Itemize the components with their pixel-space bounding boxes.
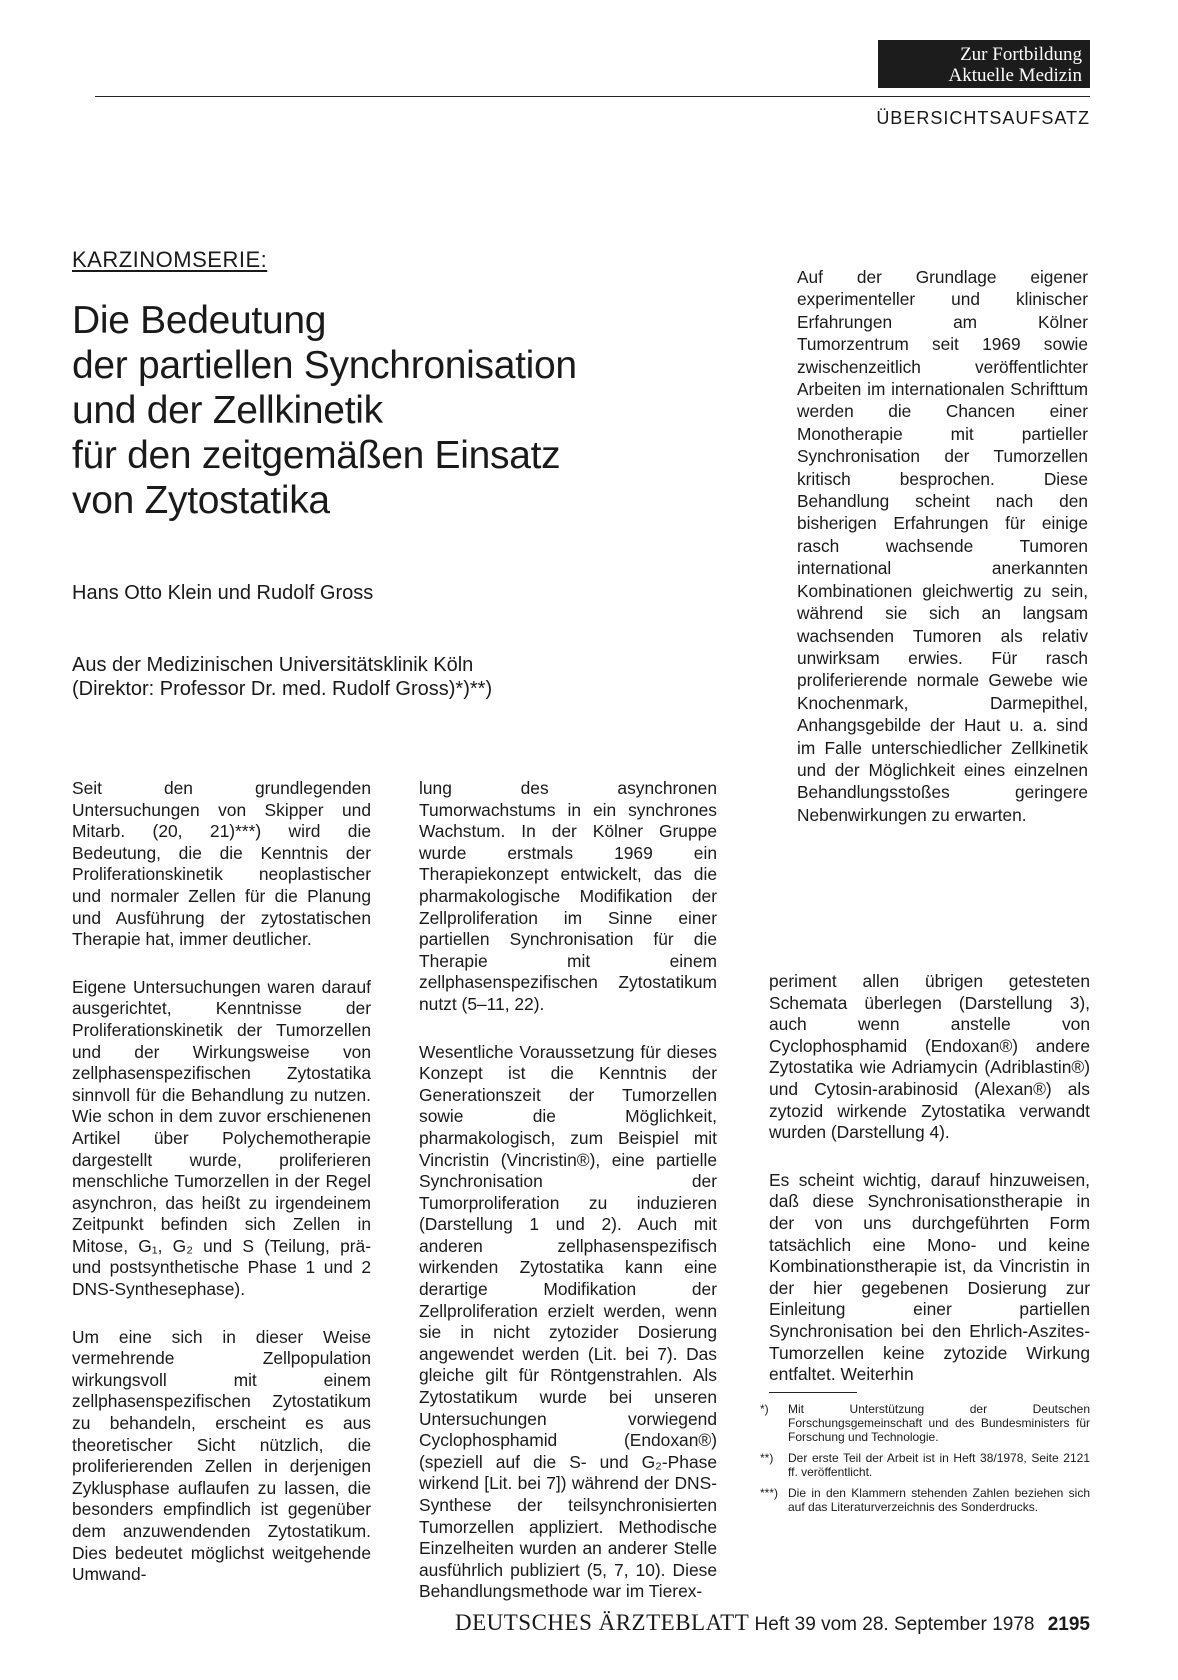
- affiliation-line: Aus der Medizinischen Universitätsklinik Köln: [72, 654, 474, 676]
- issue-info: Heft 39 vom 28. September 1978: [754, 1614, 1035, 1635]
- footnote-text: Die in den Klammern stehenden Zahlen beziehen sich auf das Literaturverzeichnis des Sonderdrucks.: [788, 1486, 1090, 1514]
- body-column-1: [72, 778, 371, 1612]
- footnote: [760, 1486, 1090, 1514]
- footnote-marker: ***): [760, 1486, 779, 1500]
- body-paragraph: Seit den grundlegenden Untersuchungen von Skipper und Mitarb. (20, 21)***) wird die Bedeutung, die die Kenntnis der Proliferationskinetik neoplastischer und normaler Zellen für die Planung und Ausführung der zytostatischen Therapie hat, immer deutlicher.: [72, 778, 371, 950]
- body-column-3: [769, 971, 1090, 1412]
- footnote: [760, 1451, 1090, 1479]
- footnote: [760, 1402, 1090, 1444]
- title-line: von Zytostatika: [72, 479, 330, 522]
- affiliation: [72, 653, 492, 701]
- title-line: der partiellen Synchronisation: [72, 344, 577, 387]
- body-paragraph: lung des asynchronen Tumorwachstums in ein synchrones Wachstum. In der Kölner Gruppe wurde erstmals 1969 ein Therapiekonzept entwickelt, das die pharmakologische Modifikation der Zellproliferation im Sinne einer partiellen Synchronisation für die Therapie mit einem zellphasenspezifischen Zytostatikum nutzt (5–11, 22).: [419, 778, 717, 1014]
- badge-line-1: Zur Fortbildung: [960, 44, 1082, 65]
- footnote-rule: [769, 1392, 857, 1393]
- body-paragraph: periment allen übrigen getesteten Schemata überlegen (Darstellung 3), auch wenn anstelle von Cyclophosphamid (Endoxan®) andere Zytostatika wie Adriamycin (Adriblastin®) und Cytosin-arabinosid (Alexan®) als zytozid wirkende Zytostatika verwandt wurden (Darstellung 4).: [769, 971, 1090, 1143]
- title-line: Die Bedeutung: [72, 299, 327, 342]
- footnote-marker: *): [760, 1402, 769, 1416]
- section-badge: [878, 40, 1090, 88]
- affiliation-line: (Direktor: Professor Dr. med. Rudolf Gross)*)**): [72, 678, 493, 700]
- page-number: 2195: [1047, 1614, 1090, 1635]
- body-paragraph: Es scheint wichtig, darauf hinzuweisen, daß diese Synchronisationstherapie in der von uns durchgeführten Form tatsächlich eine Mono- und keine Kombinationstherapie ist, da Vincristin in der hier gegebenen Dosierung zur Einleitung einer partiellen Synchronisation bei den Ehrlich-Aszites-Tumorzellen keine zytozide Wirkung entfaltet. Weiterhin: [769, 1169, 1090, 1385]
- title-line: für den zeitgemäßen Einsatz: [72, 434, 561, 477]
- body-paragraph: Wesentliche Voraussetzung für dieses Konzept ist die Kenntnis der Generationszeit der Tumorzellen sowie die Möglichkeit, pharmakologisch, zum Beispiel mit Vincristin (Vincristin®), eine partielle Synchronisation der Tumorproliferation zu induzieren (Darstellung 1 und 2). Auch mit anderen zellphasenspezifisch wirkenden Zytostatika kann eine derartige Modifikation der Zellproliferation erzielt werden, wenn sie in nicht zytozider Dosierung angewendet werden (Lit. bei 7). Das gleiche gilt für Röntgenstrahlen. Als Zytostatikum wurde bei unseren Untersuchungen vorwiegend Cyclophosphamid (Endoxan®) (speziell auf die S- und G₂-Phase wirkend [Lit. bei 7]) während der DNS-Synthese der teilsynchronisierten Tumorzellen appliziert. Methodische Einzelheiten wurden an anderer Stelle ausführlich publiziert (5, 7, 10). Diese Behandlungsmethode war im Tierex-: [419, 1041, 717, 1602]
- body-paragraph: Um eine sich in dieser Weise vermehrende Zellpopulation wirkungsvoll mit einem zellphasenspezifischen Zytostatikum zu behandeln, erscheint es aus theoretischer Sicht nützlich, die proliferierenden Zellen in derjenigen Zyklusphase auflaufen zu lassen, die besonders empfindlich ist gegenüber dem anzuwendenden Zytostatikum. Dies bedeutet möglichst weitgehende Umwand-: [72, 1326, 371, 1585]
- abstract: Auf der Grundlage eigener experimenteller und klinischer Erfahrungen am Kölner Tumorzentrum seit 1969 sowie zwischenzeitlich veröffentlichter Arbeiten im internationalen Schrifttum werden die Chancen einer Monotherapie mit partieller Synchronisation der Tumorzellen kritisch besprochen. Diese Behandlung scheint nach den bisherigen Erfahrungen für einige rasch wachsende Tumoren international anerkannten Kombinationen gleichwertig zu sein, während sie sich an langsam wachsenden Tumoren als relativ unwirksam erwies. Für rasch proliferierende normale Gewebe wie Knochenmark, Darmepithel, Anhangsgebilde der Haut u. a. sind im Falle unterschiedlicher Zellkinetik und der Möglichkeit eines einzelnen Behandlungsstoßes geringere Nebenwirkungen zu erwarten.: [797, 267, 1088, 825]
- journal-name: DEUTSCHES ÄRZTEBLATT: [454, 1610, 750, 1635]
- title-line: und der Zellkinetik: [72, 389, 383, 432]
- badge-line-2: Aktuelle Medizin: [948, 65, 1082, 86]
- page-footer: [455, 1610, 1090, 1636]
- series-label: KARZINOMSERIE:: [72, 247, 268, 272]
- footnote-text: Der erste Teil der Arbeit ist in Heft 38/1978, Seite 2121 ff. veröffentlicht.: [788, 1451, 1090, 1479]
- article-title: [72, 298, 692, 523]
- footnote-text: Mit Unterstützung der Deutschen Forschungsgemeinschaft und des Bundesministers für Forschung und Technologie.: [788, 1402, 1090, 1444]
- header-rule: [95, 96, 1090, 97]
- body-paragraph: Eigene Untersuchungen waren darauf ausgerichtet, Kenntnisse der Proliferationskinetik der Tumorzellen und der Wirkungsweise von zellphasenspezifischen Zytostatika sinnvoll für die Behandlung zu nutzen. Wie schon in dem zuvor erschienenen Artikel über Polychemotherapie dargestellt wurde, proliferieren menschliche Tumorzellen in der Regel asynchron, das heißt zu irgendeinem Zeitpunkt befinden sich Zellen in Mitose, G₁, G₂ und S (Teilung, prä- und postsynthetische Phase 1 und 2 DNS-Synthesephase).: [72, 976, 371, 1300]
- section-label: ÜBERSICHTSAUFSATZ: [876, 108, 1090, 128]
- footnote-marker: **): [760, 1451, 774, 1465]
- body-column-2: [419, 778, 717, 1629]
- footnotes: [760, 1402, 1090, 1521]
- authors: Hans Otto Klein und Rudolf Gross: [72, 582, 374, 604]
